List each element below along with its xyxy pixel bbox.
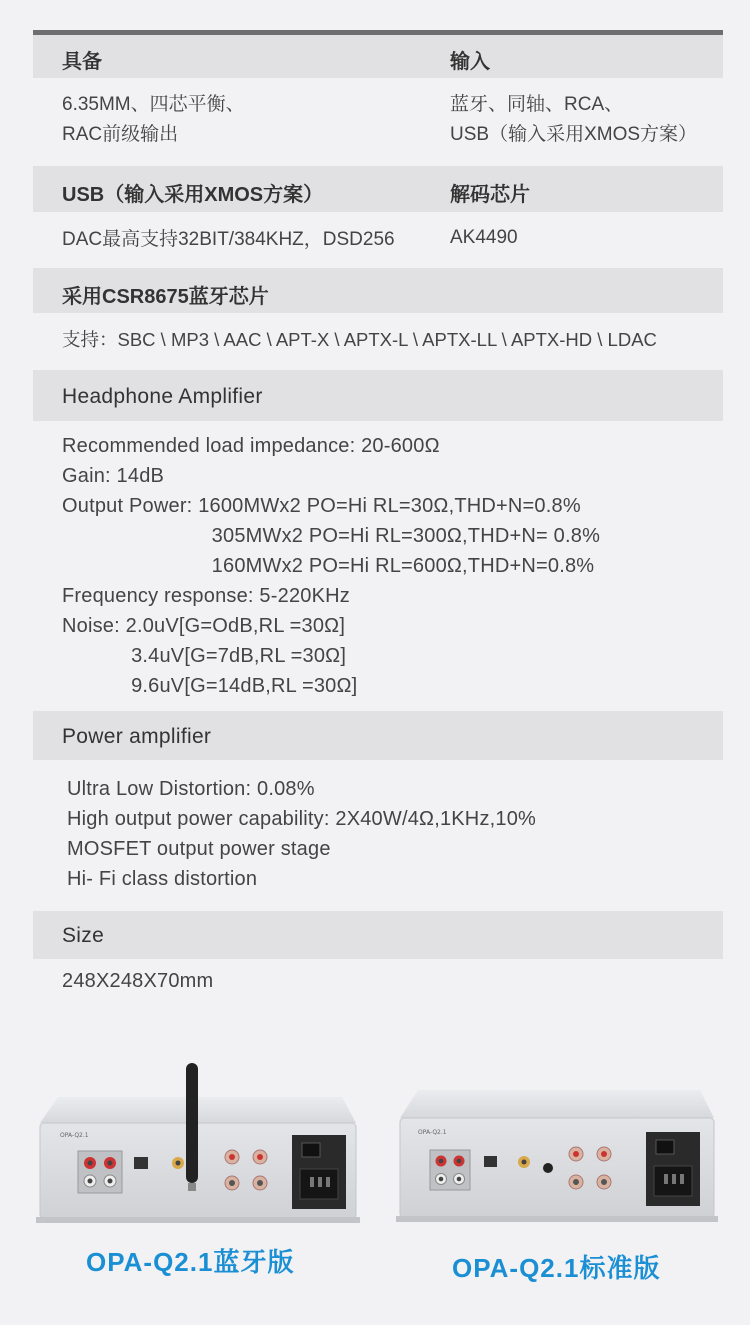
product-caption-bluetooth: OPA-Q2.1蓝牙版 [86, 1247, 295, 1277]
spec-decoder-value: AK4490 [450, 227, 518, 248]
headphone-spec-line: 3.4uV[G=7dB,RL =30Ω] [62, 645, 347, 667]
spec-header-bluetooth: 采用CSR8675蓝牙芯片 [62, 286, 269, 308]
headphone-spec-line: Noise: 2.0uV[G=OdB,RL =30Ω] [62, 615, 346, 637]
power-spec-line: High output power capability: 2X40W/4Ω,1KHz,10% [67, 808, 537, 830]
headphone-spec-line: 9.6uV[G=14dB,RL =30Ω] [62, 675, 358, 697]
spec-header-input: 输入 [450, 51, 490, 73]
spec-input-line1: 蓝牙、同轴、RCA、 [450, 94, 624, 115]
device2-model-label: OPA-Q2.1 [418, 1129, 447, 1136]
spec-bluetooth-codecs: 支持：SBC \ MP3 \ AAC \ APT-X \ APTX-L \ APTX-LL \ APTX-HD \ LDAC [62, 329, 657, 350]
product-image-bluetooth [30, 1055, 370, 1230]
spec-header-features: 具备 [62, 51, 102, 73]
power-spec-line: Hi- Fi class distortion [67, 868, 258, 890]
power-spec-line: MOSFET output power stage [67, 838, 331, 860]
spec-header-usb: USB（输入采用XMOS方案） [62, 184, 324, 206]
product-caption-standard: OPA-Q2.1标准版 [452, 1253, 661, 1283]
product-image-standard [388, 1078, 728, 1233]
spec-header-decoder: 解码芯片 [450, 184, 530, 206]
size-value: 248X248X70mm [62, 970, 214, 992]
headphone-spec-line: Frequency response: 5-220KHz [62, 585, 350, 607]
size-header-band [33, 911, 723, 959]
power-title: Power amplifier [62, 725, 212, 748]
headphone-spec-line: Recommended load impedance: 20-600Ω [62, 435, 440, 457]
headphone-spec-line: Gain: 14dB [62, 465, 165, 487]
device1-model-label: OPA-Q2.1 [60, 1132, 89, 1139]
headphone-title: Headphone Amplifier [62, 385, 263, 408]
spec-usb-value: DAC最高支持32BIT/384KHZ，DSD256 [62, 229, 395, 250]
size-title: Size [62, 924, 105, 947]
spec-input-line2: USB（输入采用XMOS方案） [450, 124, 698, 145]
power-spec-line: Ultra Low Distortion: 0.08% [67, 778, 315, 800]
headphone-spec-line: 160MWx2 PO=Hi RL=600Ω,THD+N=0.8% [62, 555, 595, 577]
spec-features-line2: RAC前级输出 [62, 124, 179, 145]
headphone-spec-line: 305MWx2 PO=Hi RL=300Ω,THD+N= 0.8% [62, 525, 601, 547]
spec-features-line1: 6.35MM、四芯平衡、 [62, 94, 245, 115]
spec-row1-header-band [33, 35, 723, 78]
headphone-spec-line: Output Power: 1600MWx2 PO=Hi RL=30Ω,THD+N=0.8% [62, 495, 581, 517]
